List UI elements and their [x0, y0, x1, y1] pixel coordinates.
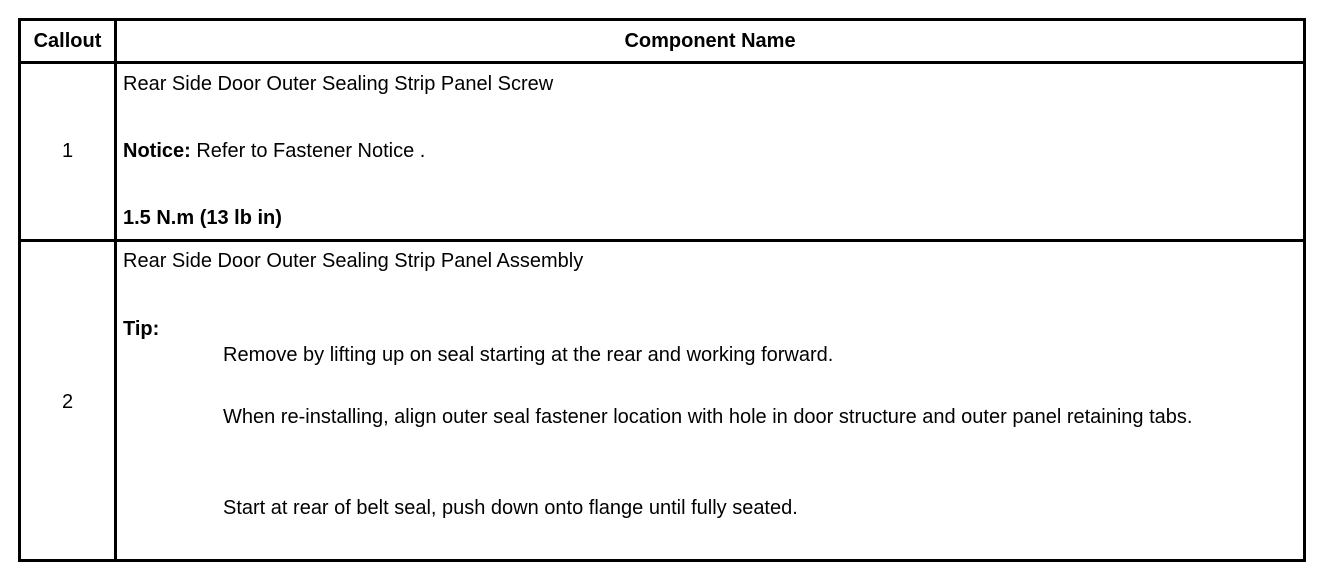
component-title: Rear Side Door Outer Sealing Strip Panel Screw	[123, 73, 554, 95]
callout-number: 2	[21, 242, 117, 562]
tip-item: When re-installing, align outer seal fastener location with hole in door structure and outer panel retaining tabs.	[223, 406, 1193, 428]
tip-item: Remove by lifting up on seal starting at the rear and working forward.	[223, 344, 834, 366]
component-cell	[117, 64, 1303, 239]
table-row	[21, 64, 1303, 242]
component-cell	[117, 242, 1303, 562]
tip-item: Start at rear of belt seal, push down onto flange until fully seated.	[223, 497, 798, 519]
header-component-name: Component Name	[624, 29, 796, 52]
torque-spec: 1.5 N.m (13 lb in)	[123, 207, 282, 229]
component-title: Rear Side Door Outer Sealing Strip Panel Assembly	[123, 250, 584, 272]
header-callout: Callout	[21, 21, 117, 61]
callout-number: 1	[21, 64, 117, 239]
notice-text: Refer to Fastener Notice .	[190, 140, 426, 162]
tip-label: Tip:	[123, 318, 160, 340]
notice-label: Notice:	[123, 140, 191, 162]
table-row	[21, 242, 1303, 562]
components-table	[18, 18, 1306, 562]
notice-line	[123, 139, 425, 163]
table-header-row	[21, 21, 1303, 64]
